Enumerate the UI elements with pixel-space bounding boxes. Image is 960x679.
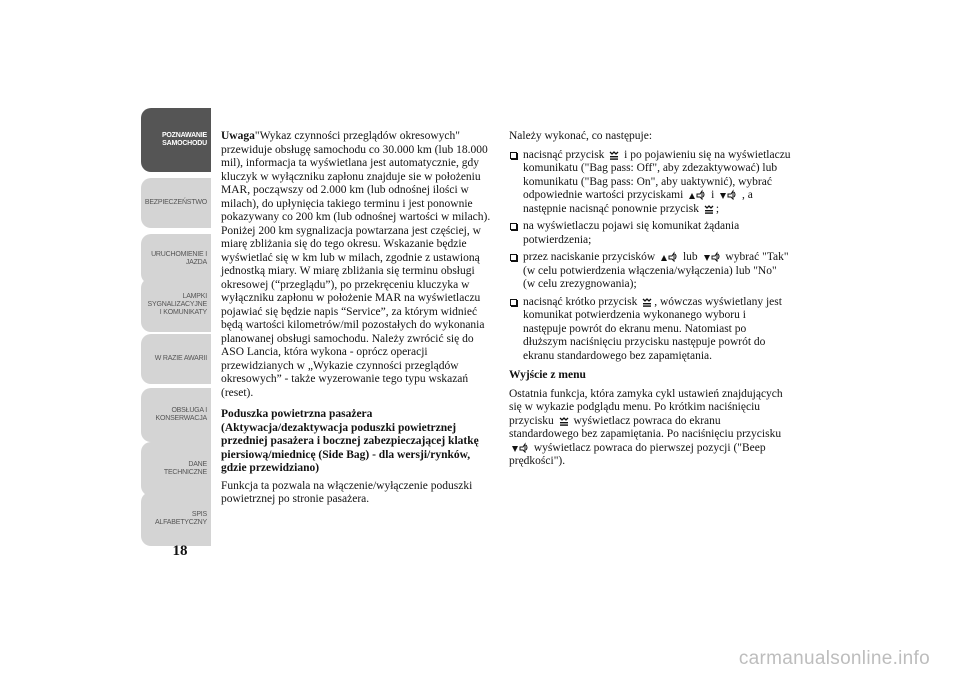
step4-text-a: nacisnąć krótko przycisk <box>523 295 638 308</box>
step-item <box>509 296 791 364</box>
step1-text-a: nacisnąć przycisk <box>523 148 605 161</box>
down-button-icon <box>511 442 529 453</box>
airbag-heading: Poduszka powietrzna pasażera (Aktywacja/dezaktywacja poduszki powietrznej przedniej pasażera i bocznej zabezpieczającej klatkę piersiową/miednicę (Side Bag) - dla wersji/rynków, gdzie przewidziano) <box>221 408 479 474</box>
left-column <box>221 130 493 512</box>
exit-text <box>509 388 791 469</box>
step-item <box>509 149 791 217</box>
tab-lampki-sygnalizacyjne[interactable]: LAMPKI SYGNALIZACYJNE I KOMUNIKATY <box>141 278 211 332</box>
step2-text: na wyświetlaczu pojawi się komunikat żądania potwierdzenia; <box>523 220 740 246</box>
exit-heading: Wyjście z menu <box>509 369 586 381</box>
steps-list <box>509 149 791 364</box>
tab-obsluga-i-konserwacja[interactable]: OBSŁUGA I KONSERWACJA <box>141 388 211 442</box>
tab-w-razie-awarii[interactable]: W RAZIE AWARII <box>141 334 211 384</box>
steps-intro: Należy wykonać, co następuje: <box>509 130 653 142</box>
page-number: 18 <box>172 543 188 559</box>
tab-uruchomienie-i-jazda[interactable]: URUCHOMIENIE I JAZDA <box>141 234 211 284</box>
airbag-text: Funkcja ta pozwala na włączenie/wyłączenie poduszki powietrznej po stronie pasażera. <box>221 479 473 505</box>
tab-dane-techniczne[interactable]: DANE TECHNICZNE <box>141 442 211 496</box>
menu-button-icon <box>559 416 569 426</box>
menu-button-icon <box>704 204 714 214</box>
down-button-icon <box>703 251 721 262</box>
step3-text-b: lub <box>682 251 698 263</box>
note-label: Uwaga <box>221 130 255 142</box>
step-item <box>509 251 791 292</box>
right-column <box>509 130 791 474</box>
step1-text-c: i <box>711 189 715 201</box>
tab-poznawanie-samochodu[interactable]: POZNAWANIE SAMOCHODU <box>141 108 211 172</box>
exit-text-a: Ostatnia funkcja, która zamyka cykl ustawień znajdujących się w wykazie podglądu menu. Po krótkim naciśnięciu przycisku <box>509 387 783 427</box>
menu-button-icon <box>609 150 619 160</box>
note-text: "Wykaz czynności przeglądów okresowych" przewiduje obsługę samochodu co 30.000 km (lub 18.000 mil), informacja ta wyświetlana jest automatycznie, gdy kluczyk w wyłączniku zapłonu znajduje sie w położeniu MAR, począwszy od 2.000 km (lub odnośnej ilości w milach), do upłynięcia takiego terminu i jest ponownie pokazywany co 200 km (lub odnośnej wartości w milach). Poniżej 200 km sygnalizacja powtarzana jest częściej, w miarę zbliżania się do tego okresu. Wskazanie będzie wyświetlać się w km lub w milach, zgodnie z ustawioną jednostką miary. W miarę zbliżania się terminu obsługi okresowej (“przeglądu”), po przekręceniu kluczyka w wyłączniku zapłonu w położenie MAR na wyświetlaczu pojawiać się będzie napis “Service”, za którym widnieć będą wartości kilometrów/mil pozostałych do wykonania planowanej obsługi samochodu. Należy zwrócić się do ASO Lancia, która wykona - oprócz operacji przewidzianych w „Wykazie czynności przeglądów okresowych” - także wyzerowanie tego typu wskazań (reset). <box>221 130 491 399</box>
tab-bezpieczenstwo[interactable]: BEZPIECZEŃSTWO <box>141 178 211 228</box>
step3-text-a: przez naciskanie przycisków <box>523 251 656 263</box>
up-button-icon <box>660 251 678 262</box>
watermark: carmanualsonline.info <box>738 648 930 669</box>
step1-text-b: i po pojawieniu się na wyświetlaczu komunikatu ("Bag pass: Off", aby zdezaktywować) lub komunikatu ("Bag pass: On", aby uaktywnić), wybrać odpowiednie wartości przyciskami <box>523 148 791 201</box>
step4-text-b: , wówczas wyświetlany jest komunikat potwierdzenia wykonanego wyboru i następuje powrót do ekranu menu. Natomiast po dłuższym naciśnięciu przycisku następuje powrót do ekranu standardowego bez zapamiętania. <box>523 295 782 362</box>
step1-text-e: ; <box>715 202 720 215</box>
service-note <box>221 130 493 400</box>
step1-text-d: , a następnie nacisnąć ponownie przycisk <box>523 189 753 215</box>
up-button-icon <box>688 189 706 200</box>
step3-text-c: wybrać "Tak" (w celu potwierdzenia włączenia/wyłączenia) lub "No" (w celu zrezygnowania); <box>523 251 789 290</box>
down-button-icon <box>719 189 737 200</box>
exit-text-b: wyświetlacz powraca do ekranu standardowego bez zapamiętania. Po naciśnięciu przycisku <box>509 414 782 440</box>
tab-spis-alfabetyczny[interactable]: SPIS ALFABETYCZNY <box>141 492 211 546</box>
exit-text-c: wyświetlacz powraca do pierwszej pozycji ("Beep prędkości"). <box>509 441 766 467</box>
menu-button-icon <box>642 297 652 307</box>
step-item <box>509 220 791 247</box>
